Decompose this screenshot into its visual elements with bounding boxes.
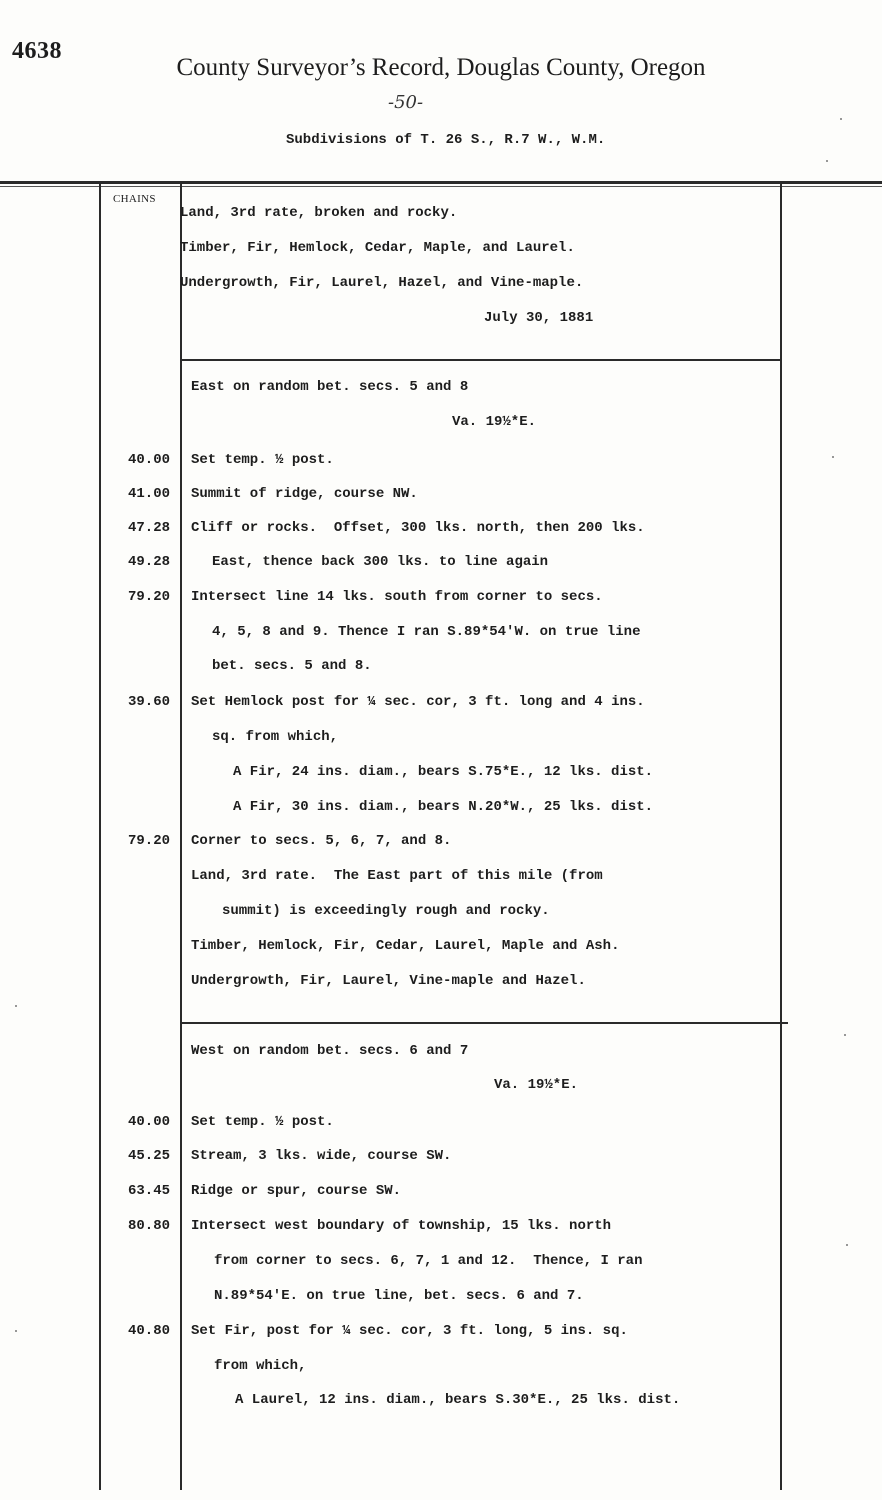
header-rule <box>0 181 882 184</box>
section1-line: Undergrowth, Fir, Laurel, Hazel, and Vine-maple. <box>180 275 584 291</box>
record-title: County Surveyor’s Record, Douglas County, Oregon <box>176 54 706 81</box>
survey-date: July 30, 1881 <box>484 310 594 326</box>
entry-text: East, thence back 300 lks. to line again <box>212 554 549 570</box>
chains-header: CHAINS <box>113 193 156 205</box>
chain-value: 40.00 <box>127 452 170 468</box>
chain-value: 79.20 <box>127 833 170 849</box>
entry-text: A Laurel, 12 ins. diam., bears S.30*E., 25 lks. dist. <box>235 1392 681 1408</box>
chain-value: 79.20 <box>127 589 170 605</box>
section1-line: Timber, Fir, Hemlock, Cedar, Maple, and Laurel. <box>180 240 575 256</box>
section1-line: Land, 3rd rate, broken and rocky. <box>180 205 458 221</box>
entry-text: Timber, Hemlock, Fir, Cedar, Laurel, Maple and Ash. <box>191 938 620 954</box>
chain-value: 47.28 <box>127 520 170 536</box>
chain-value: 40.00 <box>127 1114 170 1130</box>
entry-text: 4, 5, 8 and 9. Thence I ran S.89*54'W. on true line <box>212 624 641 640</box>
entry-text: summit) is exceedingly rough and rocky. <box>222 903 550 919</box>
entry-text: Set temp. ½ post. <box>191 1114 334 1130</box>
entry-text: bet. secs. 5 and 8. <box>212 658 372 674</box>
entry-text: Stream, 3 lks. wide, course SW. <box>191 1148 452 1164</box>
speck <box>15 1005 17 1007</box>
entry-text: Set temp. ½ post. <box>191 452 334 468</box>
page-number: 4638 <box>12 38 62 64</box>
section-divider-1 <box>182 359 780 361</box>
chain-value: 39.60 <box>127 694 170 710</box>
chain-value: 49.28 <box>127 554 170 570</box>
entry-text: Intersect line 14 lks. south from corner to secs. <box>191 589 603 605</box>
speck <box>826 160 828 162</box>
speck <box>844 1034 846 1036</box>
left-margin-line <box>99 184 101 1490</box>
entry-text: Intersect west boundary of township, 15 lks. north <box>191 1218 612 1234</box>
speck <box>840 118 842 120</box>
right-margin-line <box>780 184 782 1490</box>
speck <box>15 1330 17 1332</box>
chain-value: 40.80 <box>127 1323 170 1339</box>
handwritten-page-number: -50- <box>388 92 424 113</box>
entry-text: Corner to secs. 5, 6, 7, and 8. <box>191 833 452 849</box>
chain-value: 45.25 <box>127 1148 170 1164</box>
entry-text: Undergrowth, Fir, Laurel, Vine-maple and Hazel. <box>191 973 586 989</box>
entry-text: A Fir, 24 ins. diam., bears S.75*E., 12 lks. dist. <box>233 764 654 780</box>
entry-text: Land, 3rd rate. The East part of this mile (from <box>191 868 603 884</box>
entry-text: from corner to secs. 6, 7, 1 and 12. Thence, I ran <box>214 1253 643 1269</box>
entry-text: Ridge or spur, course SW. <box>191 1183 402 1199</box>
entry-text: from which, <box>214 1358 307 1374</box>
section2-variation: Va. 19½*E. <box>452 414 537 430</box>
chain-value: 63.45 <box>127 1183 170 1199</box>
chains-column-divider <box>180 184 182 1490</box>
section3-heading: West on random bet. secs. 6 and 7 <box>191 1043 469 1059</box>
subdivision-title: Subdivisions of T. 26 S., R.7 W., W.M. <box>286 132 606 148</box>
entry-text: A Fir, 30 ins. diam., bears N.20*W., 25 lks. dist. <box>233 799 654 815</box>
speck <box>832 456 834 458</box>
chain-value: 41.00 <box>127 486 170 502</box>
section3-variation: Va. 19½*E. <box>494 1077 579 1093</box>
entry-text: Cliff or rocks. Offset, 300 lks. north, then 200 lks. <box>191 520 645 536</box>
section-divider-2 <box>182 1022 788 1024</box>
entry-text: Set Hemlock post for ¼ sec. cor, 3 ft. long and 4 ins. <box>191 694 645 710</box>
section2-heading: East on random bet. secs. 5 and 8 <box>191 379 469 395</box>
chain-value: 80.80 <box>127 1218 170 1234</box>
speck <box>846 1244 848 1246</box>
entry-text: Summit of ridge, course NW. <box>191 486 418 502</box>
entry-text: Set Fir, post for ¼ sec. cor, 3 ft. long, 5 ins. sq. <box>191 1323 628 1339</box>
entry-text: N.89*54'E. on true line, bet. secs. 6 and 7. <box>214 1288 584 1304</box>
header-rule-thin <box>0 186 882 187</box>
entry-text: sq. from which, <box>212 729 339 745</box>
